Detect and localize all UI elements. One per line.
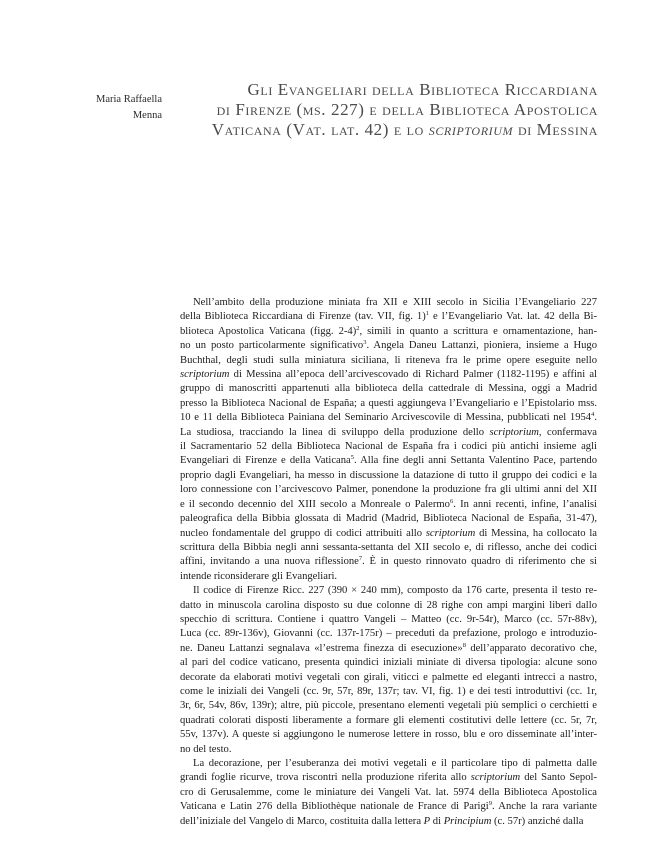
text-line: loro connessione con l’arcivescovo Palmer, ponendone la produzione fra gli ultimi anni del XII [180,484,597,496]
paragraph-1 [180,296,597,584]
title-line3-part-a: Vaticana (Vat. lat. 42) e lo [211,120,424,139]
text-line: Evangeliari di Firenze e della Vaticana$^5$. Alla fine degli anni Settanta Valentino Pace, partendo [180,454,597,467]
text-line: no un posto particolarmente significativo$^3$. Angela Daneu Lattanzi, pioniera, insieme a Hugo [180,339,597,352]
title-line1: Gli Evangeliari della Biblioteca Riccardiana [247,80,598,99]
text-line: Buchthal, degli studi sulla miniatura siciliana, li riteneva fra le prime opere eseguite nello [180,354,597,366]
text-line: grandi foglie ricurve, trova riscontri nella produzione riferita allo scriptorium del Santo Sepol- [180,772,597,784]
text-line: 3r, 6r, 54v, 86v, 139r); altre, più piccole, presentano elementi vegetali più semplici o cerchietti e [180,700,597,712]
text-line: Il codice di Firenze Ricc. 227 (390 × 240 mm), composto da 176 carte, presenta il testo re- [193,585,597,597]
title-line2: di Firenze (ms. 227) e della Biblioteca Apostolica [216,100,598,119]
text-line: della Biblioteca Riccardiana di Firenze (tav. VII, fig. 1)$^1$ e l’Evangeliario Vat. lat. 42 della Bi- [180,310,597,323]
text-line: dell’iniziale del Vangelo di Marco, costituita dalla lettera P di Principium (c. 57r) anziché dalla [180,815,584,827]
text-line: 55v, 137v). A queste si aggiungono le numerose lettere in rosso, blu e oro disseminate all’inter- [180,729,597,741]
text-line: cro di Gerusalemme, come le miniature dei Vangeli Vat. lat. 5974 della Biblioteca Apostolica [180,786,597,798]
text-line: 10 e 11 della Biblioteca Painiana del Seminario Arcivescovile di Messina, pubblicati nel 1954$^4$. [180,411,597,424]
text-line: ne. Daneu Lattanzi segnalava «l’estrema finezza di esecuzione»$^8$ dell’apparato decorativo che, [180,641,597,654]
title-line3-part-b: di Messina [517,120,598,139]
text-line: blioteca Apostolica Vaticana (figg. 2-4)$^2$, simili in quanto a scrittura e ornamentazione, han- [180,324,597,337]
text-line: affini, invitando a una nuova riflessione$^7$. È in questo rinnovato quadro di riferimento che si [180,555,597,568]
text-line: Vaticana e Latin 276 della Bibliothèque nationale de France di Parigi$^9$. Anche la rara variante [180,800,597,813]
text-line: al pari del codice vaticano, presenta quindici iniziali miniate di diversa tipologia: alcune sono [180,657,597,669]
text-line: specchio di scrittura. Contiene i quattro Vangeli – Matteo (cc. 9r-54r), Marco (cc. 57r-88v), [180,613,597,625]
text-line: no del testo. [180,743,232,755]
text-line: intende riconsiderare gli Evangeliari. [180,570,338,582]
text-line: e il secondo decennio del XIII secolo a Monreale o Palermo$^6$. In anni recenti, infine, l’analisi [180,497,597,510]
article-body [180,296,597,829]
text-line: datto in minuscola carolina disposto su due colonne di 28 righe con ampi margini liberi dallo [180,599,597,611]
text-line: come le iniziali dei Vangeli (cc. 9r, 57r, 89r, 137r; tav. VI, fig. 1) e dei testi introduttivi (cc. 1r, [180,685,597,697]
text-line: La decorazione, per l’esuberanza dei motivi vegetali e il particolare tipo di palmetta dalle [193,758,597,769]
author-name-line1: Maria Raffaella [96,94,162,105]
text-line: paleografica della Bibbia glossata di Madrid (Madrid, Biblioteca Nacional de España, 31-47), [180,513,597,525]
article-title [196,80,598,140]
text-line: Luca (cc. 89r-136v), Giovanni (cc. 137r-175r) – preceduti da prefazione, prologo e introduzio- [180,628,597,640]
author-name [88,92,162,124]
text-line: proprio dagli Evangeliari, ha messo in discussione la datazione di tutto il gruppo dei codici e la [180,469,597,481]
text-line: presso la Biblioteca Nacional de España; a questi aggiungeva l’Evangeliario e l’Epistolario mss. [180,397,597,409]
paragraph-2 [180,584,597,757]
author-name-line2: Menna [132,110,162,121]
text-line: Nell’ambito della produzione miniata fra XII e XIII secolo in Sicilia l’Evangeliario 227 [193,297,597,308]
text-line: nucleo fondamentale del gruppo di codici attribuiti allo scriptorium di Messina, ha collocato la [180,527,597,539]
text-line: il Sacramentario 52 della Biblioteca Nacional de España fra i codici più antichi insieme agli [180,441,597,453]
text-line: scrittura della Bibbia negli anni sessanta-settanta del XII secolo e, di riflesso, anche dei codici [180,541,597,553]
text-line: gruppo di manoscritti appartenuti alla biblioteca della cattedrale di Messina, oggi a Madrid [180,383,597,395]
text-line: quadrati colorati disposti liberamente a formare gli elementi costitutivi delle lettere (cc. 5r, 7r, [180,714,597,726]
title-line3-italic: scriptorium [428,120,514,139]
title-line3 [196,120,598,140]
text-line: decorate da elaborati motivi vegetali con girali, viticci e palmette ed eleganti intrecci a nastro, [180,671,597,683]
paragraph-3 [180,757,597,829]
text-line: scriptorium di Messina all’epoca dell’arcivescovado di Richard Palmer (1182-1195) e affini al [180,369,597,381]
text-line: La studiosa, tracciando la linea di sviluppo della produzione dello scriptorium, confermava [180,426,597,438]
